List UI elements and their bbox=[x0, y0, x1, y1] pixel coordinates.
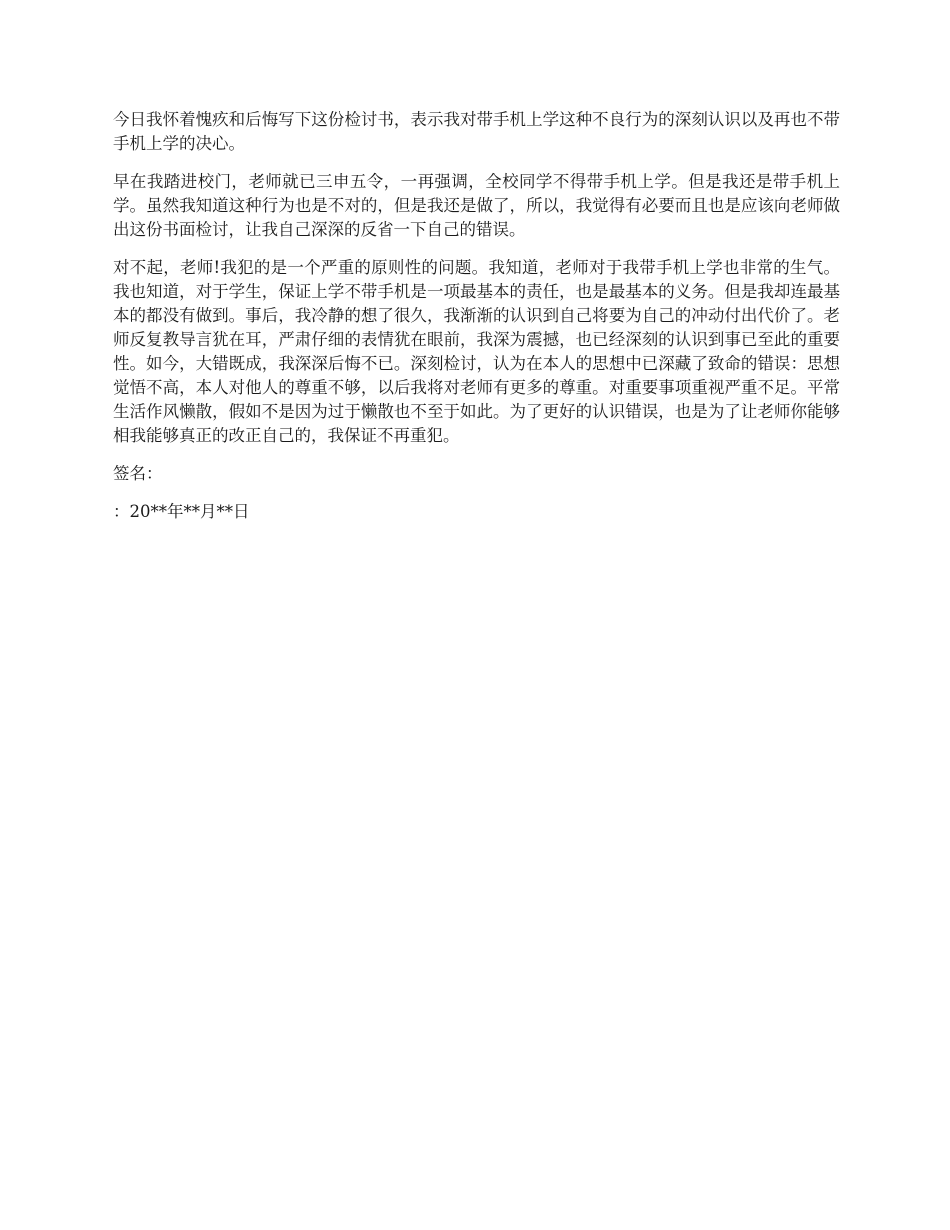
document-body bbox=[113, 108, 840, 524]
signature-label: 签名： bbox=[113, 464, 163, 483]
date-line: ：20**年**月**日 bbox=[113, 502, 250, 521]
paragraph-intro: 今日我怀着愧疚和后悔写下这份检讨书，表示我对带手机上学这种不良行为的深刻认识以及再也不带手机上学的决心。 bbox=[113, 110, 840, 153]
paragraph-reflection: 对不起，老师!我犯的是一个严重的原则性的问题。我知道，老师对于我带手机上学也非常的生气。我也知道，对于学生，保证上学不带手机是一项最基本的责任，也是最基本的义务。但是我却连最基本的都没有做到。事后，我冷静的想了很久，我渐渐的认识到自己将要为自己的冲动付出代价了。老师反复教导言犹在耳，严肃仔细的表情犹在眼前，我深为震撼，也已经深刻的认识到事已至此的重要性。如今，大错既成，我深深后悔不已。深刻检讨，认为在本人的思想中已深藏了致命的错误：思想觉悟不高，本人对他人的尊重不够，以后我将对老师有更多的尊重。对重要事项重视严重不足。平常生活作风懒散，假如不是因为过于懒散也不至于如此。为了更好的认识错误，也是为了让老师你能够相我能够真正的改正自己的，我保证不再重犯。 bbox=[113, 258, 840, 445]
paragraph-background: 早在我踏进校门，老师就已三申五令，一再强调，全校同学不得带手机上学。但是我还是带手机上学。虽然我知道这种行为也是不对的，但是我还是做了，所以，我觉得有必要而且也是应该向老师做出这份书面检讨，让我自己深深的反省一下自己的错误。 bbox=[113, 172, 840, 239]
